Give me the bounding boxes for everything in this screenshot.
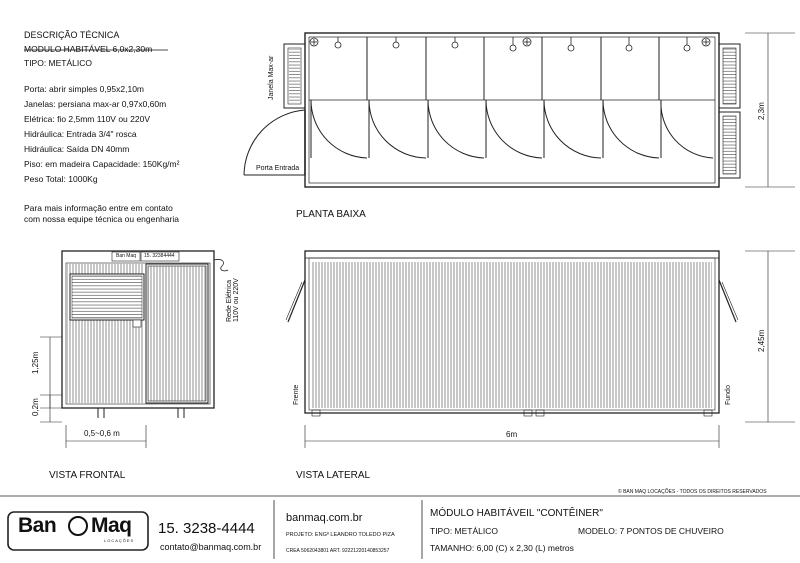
footer-size: TAMANHO: 6,00 (C) x 2,30 (L) metros xyxy=(430,543,574,553)
plate-code: 15. 32384444 xyxy=(144,253,175,259)
module-spec: MODULO HABITÁVEL 6,0x2,30m xyxy=(24,44,153,54)
crea: CREA 5062043801 ART. 92221220140853257 xyxy=(286,548,390,554)
side-height-dim: 2,45m xyxy=(757,329,766,352)
plate-brand: Ban Maq xyxy=(116,253,137,259)
spec-window: Janelas: persiana max-ar 0,97x0,60m xyxy=(24,99,167,109)
door-label: Porta Entrada xyxy=(256,165,300,172)
spec-electric: Elétrica: fio 2,5mm 110V ou 220V xyxy=(24,114,150,124)
front-base-dim: 0,2m xyxy=(31,398,40,416)
floor-plan xyxy=(244,33,795,187)
email: contato@banmaq.com.br xyxy=(160,542,262,552)
electric-label-1: Rede Elétrica xyxy=(226,279,233,322)
project: PROJETO: ENGº LEANDRO TOLEDO PIZA xyxy=(286,532,395,538)
side-view xyxy=(286,251,795,448)
spec-weight: Peso Total: 1000Kg xyxy=(24,174,98,184)
spec-floor: Piso: em madeira Capacidade: 150Kg/m² xyxy=(24,159,180,169)
logo-sub: LOCAÇÕES xyxy=(104,538,135,543)
section-title: DESCRIÇÃO TÉCNICA xyxy=(24,30,120,40)
front-width-dim: 0,5~0,6 m xyxy=(84,429,120,438)
logo-ban: Ban xyxy=(18,514,57,537)
spec-door: Porta: abrir simples 0,95x2,10m xyxy=(24,84,144,94)
contact-note-1: Para mais informação entre em contato xyxy=(24,203,173,213)
website: banmaq.com.br xyxy=(286,512,363,524)
module-title: MÓDULO HABITÁVEIL "CONTÊINER" xyxy=(430,508,603,519)
front-view xyxy=(40,251,228,448)
logo-maq: Maq xyxy=(91,514,132,537)
front-label: Frente xyxy=(293,384,300,405)
front-title: VISTA FRONTAL xyxy=(49,470,126,481)
window-label: Janela Max-ar xyxy=(268,55,275,100)
contact-note-2: com nossa equipe técnica ou engenharia xyxy=(24,214,179,224)
spec-water-in: Hidráulica: Entrada 3/4" rosca xyxy=(24,129,137,139)
electric-label-2: 110V ou 220V xyxy=(233,278,240,322)
copyright: © BAN MAQ LOCAÇÕES - TODOS OS DIREITOS RESERVADOS xyxy=(618,489,767,495)
back-label: Fundo xyxy=(725,385,732,405)
spec-water-out: Hidráulica: Saída DN 40mm xyxy=(24,144,130,154)
plan-title: PLANTA BAIXA xyxy=(296,209,366,220)
logo-ring-icon xyxy=(68,516,88,536)
footer-model: MODELO: 7 PONTOS DE CHUVEIRO xyxy=(578,526,724,536)
side-length-dim: 6m xyxy=(506,430,518,439)
plan-depth-dim: 2,3m xyxy=(757,102,766,120)
phone: 15. 3238-4444 xyxy=(158,520,255,537)
front-height-dim: 1,25m xyxy=(31,351,40,374)
footer-type: TIPO: METÁLICO xyxy=(430,526,499,536)
type-spec: TIPO: METÁLICO xyxy=(24,58,93,68)
title-block xyxy=(0,496,800,563)
side-title: VISTA LATERAL xyxy=(296,470,371,481)
